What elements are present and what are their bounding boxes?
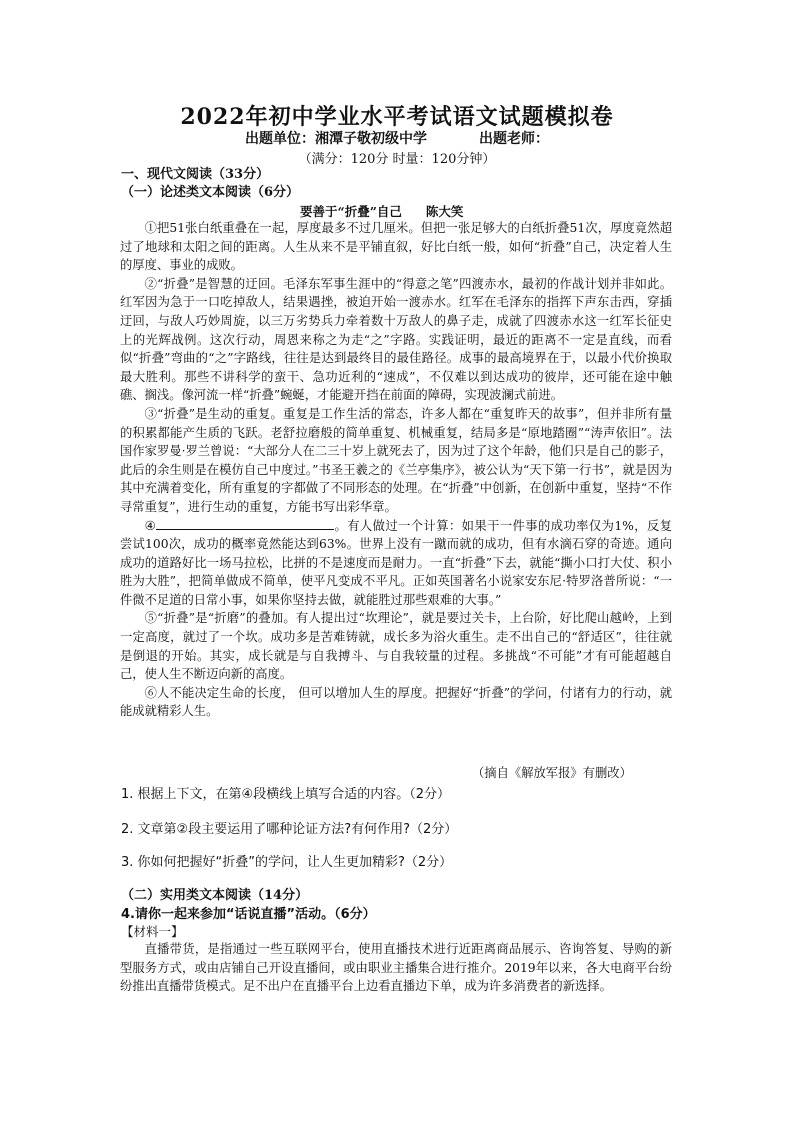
score-time-line: （满分：120分 时量：120分钟） — [298, 152, 496, 167]
section-heading-1: 一、现代文阅读（33分） — [121, 167, 270, 182]
article-paragraph-4 — [120, 517, 672, 610]
exam-teacher: 出题老师： — [479, 131, 549, 147]
exam-subtitle — [245, 128, 549, 148]
material-label: 【材料一】 — [121, 924, 184, 939]
article-paragraph-1: ①把51张白纸重叠在一起，厚度最多不过几厘米。但把一张足够大的白纸折叠51次，厚度竟然超过了地球和太阳之间的距离。人生从来不是平铺直叙，好比白纸一般，如何“折叠”自己，决定着人生的厚度、事业的成败。 — [120, 221, 672, 273]
question-3: 3. 你如何把握好“折叠”的学问，让人生更加精彩?（2分） — [121, 855, 453, 870]
question-4: 4.请你一起来参加“话说直播”活动。（6分） — [121, 907, 376, 922]
exam-title: 2022年初中学业水平考试语文试题模拟卷 — [180, 104, 614, 130]
article-body — [120, 219, 672, 721]
article-title-text: 要善于“折叠”自己 — [300, 204, 402, 219]
paragraph-4-number: ④ — [144, 518, 157, 533]
article-source: （摘自《解放军报》有删改） — [472, 766, 632, 780]
paragraph-4-text: 。有人做过一个计算：如果干一件事的成功率仅为1%，反复尝试100次，成功的概率竟然能达到63%。世界上没有一蹴而就的成功，但有水滴石穿的奇迹。通向成功的道路好比一场马拉松，比拼的不是速度而是耐力。一直“折叠”下去，就能“撕小口打大仗、积小胜为大胜”，把简单做成不简单，使平凡变成不平凡。正如英国著名小说家安东尼·特罗洛普所说：“一件微不足道的日常小事，如果你坚持去做，就能胜过那些艰难的大事。” — [120, 518, 672, 607]
question-1: 1. 根据上下文，在第④段横线上填写合适的内容。（2分） — [121, 787, 450, 802]
fill-in-blank-line[interactable] — [156, 517, 334, 530]
exam-unit: 出题单位：湘潭子敬初级中学 — [245, 131, 427, 147]
article-title — [300, 202, 463, 220]
subsection-heading-1: （一）论述类文本阅读（6分） — [121, 185, 300, 200]
article-author: 陈大笑 — [425, 204, 464, 219]
article-paragraph-3: ③“折叠”是生动的重复。重复是工作生活的常态，许多人都在“重复昨天的故事”，但并非所有量的积累都能产生质的飞跃。老舒拉磨般的简单重复、机械重复，结局多是“原地踏圈”“涛声依旧”。法国作家罗曼·罗兰曾说：“大部分人在二三十岁上就死去了，因为过了这个年龄，他们只是自己的影子，此后的余生则是在模仿自己中度过。”书圣王羲之的《兰亭集序》，被公认为“天下第一行书”，就是因为其中充满着变化，所有重复的字都做了不同形态的处理。在“折叠”中创新，在创新中重复，坚持“不作寻常重复”，进行生动的重复，方能书写出彩华章。 — [120, 406, 672, 514]
article-paragraph-2: ②“折叠”是智慧的迂回。毛泽东军事生涯中的“得意之笔”四渡赤水，最初的作战计划并非如此。红军因为急于一口吃掉敌人，结果遇挫，被迫开始一渡赤水。红军在毛泽东的指挥下声东击西，穿插迂回，与敌人巧妙周旋，以三万劣势兵力牵着数十万敌人的鼻子走，成就了四渡赤水这一红军长征史上的光辉战例。这次行动，周恩来称之为走“之”字路。实践证明，最近的距离不一定是直线，而看似“折叠”弯曲的“之”字路线，往往是达到最终目的最佳路径。成事的最高境界在于，以最小代价换取最大胜利。那些不讲科学的蛮干、急功近利的“速成”，不仅难以到达成功的彼岸，还可能在途中触礁、搁浅。像河流一样“折叠”蜿蜒，才能避开挡在前面的障碍，实现波澜式前进。 — [120, 276, 672, 403]
article-paragraph-6: ⑥人不能决定生命的长度， 但可以增加人生的厚度。把握好“折叠”的学问，付诸有力的行动，就能成就精彩人生。 — [120, 685, 672, 719]
question-2: 2. 文章第②段主要运用了哪种论证方法?有何作用?（2分） — [121, 822, 458, 837]
article-paragraph-5: ⑤“折叠”是“折磨”的叠加。有人提出过“坎理论”，就是要过关卡，上台阶，好比爬山越岭，上到一定高度，就过了一个坎。成功多是苦难铸就，成长多为浴火重生。走不出自己的“舒适区”，往往就是倒退的开始。其实，成长就是与自我搏斗、与自我较量的过程。多挑战“不可能”才有可能超越自己，使人生不断迈向新的高度。 — [120, 611, 672, 682]
material-text: 直播带货，是指通过一些互联网平台，使用直播技术进行近距离商品展示、咨询答复、导购的新型服务方式，或由店铺自己开设直播间，或由职业主播集合进行推介。2019年以来，各大电商平台纷纷推出直播带货模式。足不出户在直播平台上边看直播边下单，成为许多消费者的新选择。 — [120, 942, 672, 994]
subsection-heading-2: （二）实用类文本阅读（14分） — [121, 888, 309, 903]
